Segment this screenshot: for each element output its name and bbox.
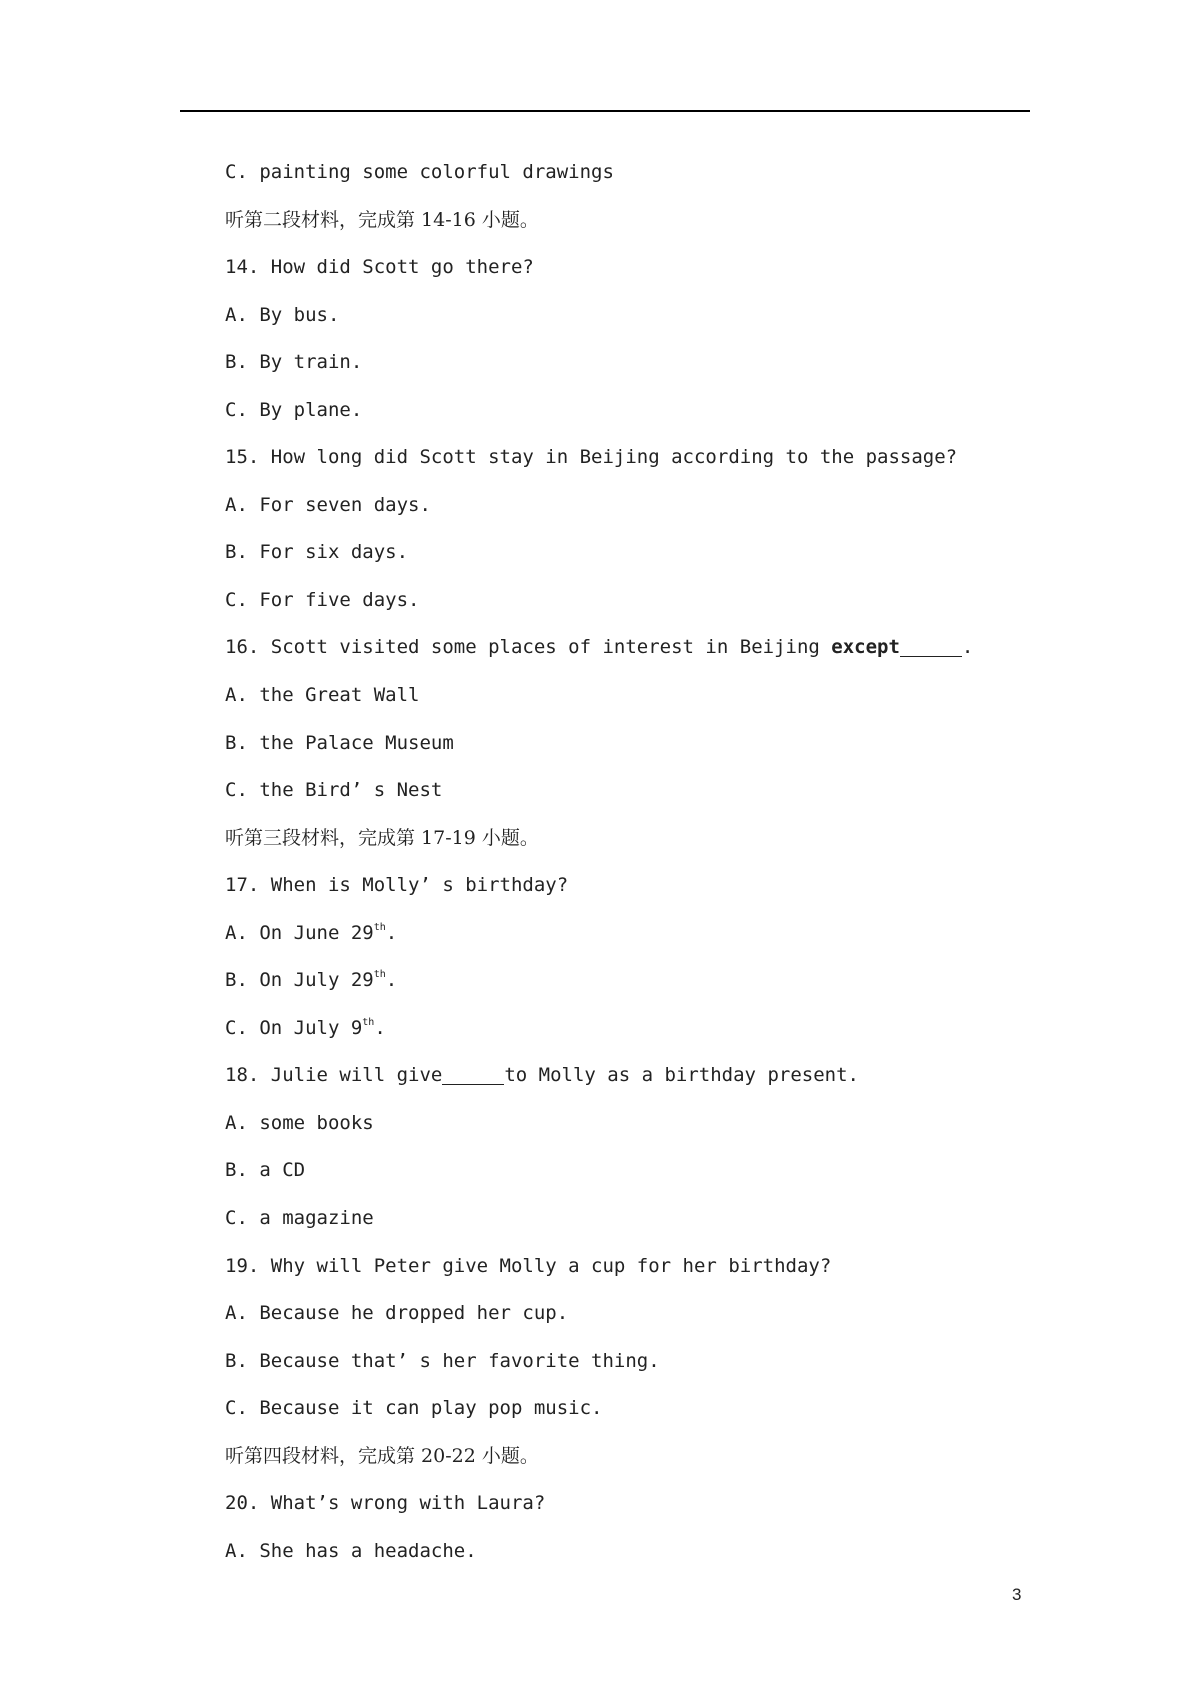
option-14a: A. By bus. <box>225 303 340 326</box>
option-19c: C. Because it can play pop music. <box>225 1397 603 1420</box>
section-4-instruction: 听第四段材料，完成第 20-22 小题。 <box>225 1444 539 1467</box>
section-3-instruction: 听第三段材料，完成第 17-19 小题。 <box>225 826 539 849</box>
option-17a-end: . <box>385 921 398 944</box>
header-rule <box>180 110 1030 112</box>
section-2-instruction: 听第二段材料，完成第 14-16 小题。 <box>225 208 539 231</box>
option-16b: B. the Palace Museum <box>225 731 454 754</box>
option-15a: A. For seven days. <box>225 493 431 516</box>
question-16-keyword: except <box>831 636 900 659</box>
option-13c: C. painting some colorful drawings <box>225 161 614 183</box>
question-15: 15. How long did Scott stay in Beijing according to the passage? <box>225 446 958 469</box>
option-18a: A. some books <box>225 1111 374 1134</box>
option-14c: C. By plane. <box>225 398 363 421</box>
option-16c: C. the Bird’ s Nest <box>225 779 443 802</box>
option-17c <box>225 1008 1125 1056</box>
option-17b-end: . <box>385 969 398 992</box>
ordinal-suffix: th <box>373 969 386 981</box>
question-18 <box>225 1055 1125 1103</box>
question-16-end: . <box>961 636 974 659</box>
option-17b-text: B. On July 29 <box>225 969 374 992</box>
question-list <box>225 152 1125 1578</box>
option-15c: C. For five days. <box>225 588 420 611</box>
option-17a-text: A. On June 29 <box>225 921 374 944</box>
option-16a: A. the Great Wall <box>225 684 420 707</box>
question-14: 14. How did Scott go there? <box>225 256 534 279</box>
option-15b: B. For six days. <box>225 541 409 564</box>
option-17b <box>225 960 1125 1008</box>
page-number: 3 <box>1012 1585 1022 1604</box>
option-19a: A. Because he dropped her cup. <box>225 1302 569 1325</box>
option-17c-text: C. On July 9 <box>225 1016 363 1039</box>
question-17: 17. When is Molly’ s birthday? <box>225 874 569 897</box>
option-17a <box>225 913 1125 961</box>
question-16 <box>225 627 1125 675</box>
question-16-text: 16. Scott visited some places of interest in Beijing <box>225 636 832 659</box>
option-18c: C. a magazine <box>225 1207 374 1230</box>
answer-blank <box>442 1060 504 1085</box>
question-18-text: 18. Julie will give <box>225 1064 443 1087</box>
ordinal-suffix: th <box>373 921 386 933</box>
ordinal-suffix: th <box>362 1016 375 1028</box>
option-18b: B. a CD <box>225 1159 306 1182</box>
option-20a: A. She has a headache. <box>225 1539 477 1562</box>
option-14b: B. By train. <box>225 351 363 374</box>
answer-blank <box>900 632 962 657</box>
option-17c-end: . <box>374 1016 386 1039</box>
option-19b: B. Because that’ s her favorite thing. <box>225 1349 660 1372</box>
question-19: 19. Why will Peter give Molly a cup for her birthday? <box>225 1254 832 1277</box>
question-20: 20. What’s wrong with Laura? <box>225 1492 546 1515</box>
question-18-end: to Molly as a birthday present. <box>504 1064 859 1087</box>
